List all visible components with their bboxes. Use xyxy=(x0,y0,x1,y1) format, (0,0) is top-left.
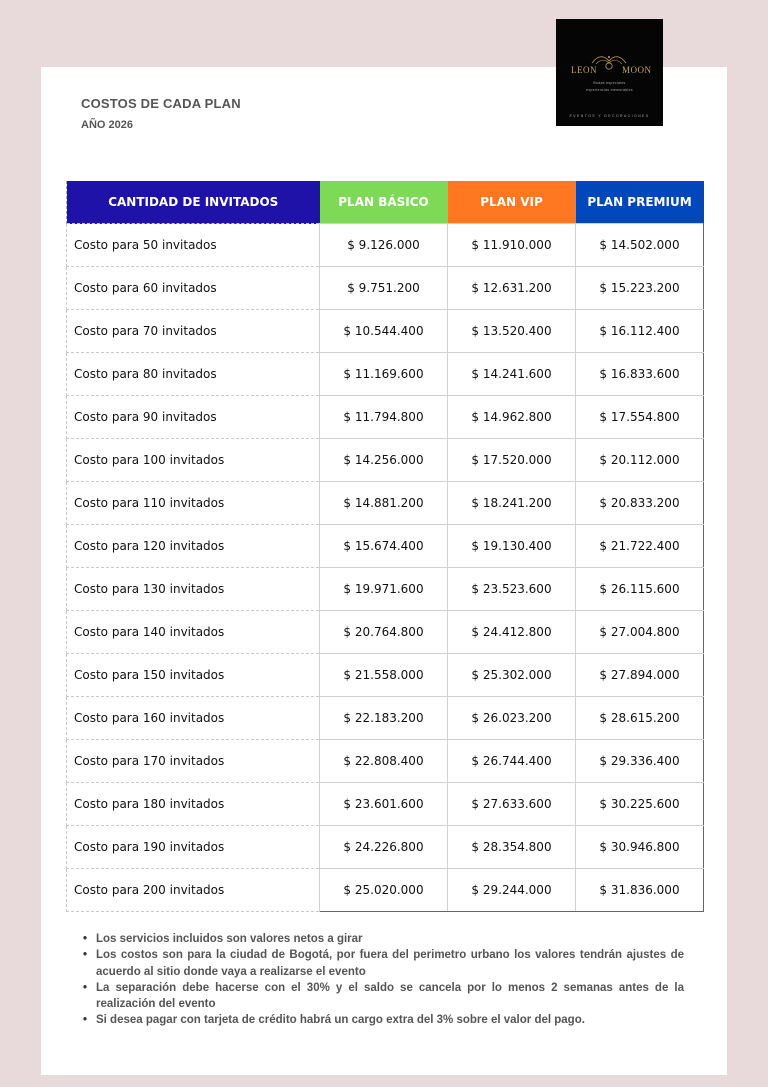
price-premium: $ 30.225.600 xyxy=(576,783,704,826)
row-label: Costo para 130 invitados xyxy=(67,568,320,611)
price-basico: $ 19.971.600 xyxy=(320,568,448,611)
price-premium: $ 20.833.200 xyxy=(576,482,704,525)
price-basico: $ 9.126.000 xyxy=(320,224,448,267)
price-premium: $ 20.112.000 xyxy=(576,439,704,482)
price-basico: $ 25.020.000 xyxy=(320,869,448,912)
row-label: Costo para 180 invitados xyxy=(67,783,320,826)
price-vip: $ 23.523.600 xyxy=(448,568,576,611)
row-label: Costo para 170 invitados xyxy=(67,740,320,783)
price-basico: $ 15.674.400 xyxy=(320,525,448,568)
price-premium: $ 14.502.000 xyxy=(576,224,704,267)
logo-tagline-1: Bodas especiales xyxy=(593,81,626,85)
price-vip: $ 13.520.400 xyxy=(448,310,576,353)
note-text: La separación debe hacerse con el 30% y el saldo se cancela por lo menos 2 semanas antes de la realización del evento xyxy=(96,981,684,1011)
price-basico: $ 11.794.800 xyxy=(320,396,448,439)
table-row xyxy=(67,439,704,482)
price-basico: $ 20.764.800 xyxy=(320,611,448,654)
list-item xyxy=(83,980,684,1013)
price-premium: $ 27.894.000 xyxy=(576,654,704,697)
price-basico: $ 14.881.200 xyxy=(320,482,448,525)
price-premium: $ 28.615.200 xyxy=(576,697,704,740)
table-row xyxy=(67,611,704,654)
price-premium: $ 26.115.600 xyxy=(576,568,704,611)
bullet-icon: • xyxy=(83,949,88,962)
note-text: Los costos son para la ciudad de Bogotá, por fuera del perimetro urbano los valores tendrán ajustes de acuerdo al sitio donde vaya a realizarse el evento xyxy=(96,949,684,978)
price-vip: $ 12.631.200 xyxy=(448,267,576,310)
table-row xyxy=(67,353,704,396)
price-vip: $ 26.023.200 xyxy=(448,697,576,740)
price-basico: $ 22.808.400 xyxy=(320,740,448,783)
row-label: Costo para 50 invitados xyxy=(67,224,320,267)
price-premium: $ 21.722.400 xyxy=(576,525,704,568)
table-row xyxy=(67,482,704,525)
logo-brand-right: MOON xyxy=(622,65,652,75)
price-basico: $ 14.256.000 xyxy=(320,439,448,482)
price-basico: $ 9.751.200 xyxy=(320,267,448,310)
price-basico: $ 10.544.400 xyxy=(320,310,448,353)
page-title: COSTOS DE CADA PLAN xyxy=(81,96,241,111)
price-vip: $ 11.910.000 xyxy=(448,224,576,267)
price-basico: $ 21.558.000 xyxy=(320,654,448,697)
price-vip: $ 14.241.600 xyxy=(448,353,576,396)
row-label: Costo para 100 invitados xyxy=(67,439,320,482)
bullet-icon: • xyxy=(83,1014,88,1027)
price-vip: $ 18.241.200 xyxy=(448,482,576,525)
price-premium: $ 27.004.800 xyxy=(576,611,704,654)
row-label: Costo para 150 invitados xyxy=(67,654,320,697)
table-row xyxy=(67,267,704,310)
price-vip: $ 28.354.800 xyxy=(448,826,576,869)
row-label: Costo para 60 invitados xyxy=(67,267,320,310)
row-label: Costo para 80 invitados xyxy=(67,353,320,396)
table-row xyxy=(67,224,704,267)
table-row xyxy=(67,525,704,568)
row-label: Costo para 190 invitados xyxy=(67,826,320,869)
table-row xyxy=(67,783,704,826)
row-label: Costo para 160 invitados xyxy=(67,697,320,740)
price-basico: $ 11.169.600 xyxy=(320,353,448,396)
list-item xyxy=(83,947,684,980)
price-vip: $ 26.744.400 xyxy=(448,740,576,783)
logo-brand-left: LEON xyxy=(571,65,597,75)
price-premium: $ 15.223.200 xyxy=(576,267,704,310)
price-basico: $ 24.226.800 xyxy=(320,826,448,869)
table-row xyxy=(67,396,704,439)
price-premium: $ 17.554.800 xyxy=(576,396,704,439)
row-label: Costo para 70 invitados xyxy=(67,310,320,353)
row-label: Costo para 120 invitados xyxy=(67,525,320,568)
row-label: Costo para 140 invitados xyxy=(67,611,320,654)
note-text: Si desea pagar con tarjeta de crédito habrá un cargo extra del 3% sobre el valor del pago. xyxy=(96,1014,585,1027)
note-text: Los servicios incluidos son valores netos a girar xyxy=(96,933,363,945)
price-basico: $ 23.601.600 xyxy=(320,783,448,826)
page-subtitle-year: AÑO 2026 xyxy=(81,119,133,131)
price-premium: $ 31.836.000 xyxy=(576,869,704,912)
bullet-icon: • xyxy=(83,933,88,945)
table-row xyxy=(67,826,704,869)
table-header-row xyxy=(67,181,704,224)
logo-tagline-2: experiencias memorables xyxy=(586,88,633,92)
table-row xyxy=(67,568,704,611)
list-item xyxy=(83,1012,684,1028)
table-row xyxy=(67,654,704,697)
row-label: Costo para 200 invitados xyxy=(67,869,320,912)
notes-list xyxy=(83,931,684,1029)
price-vip: $ 14.962.800 xyxy=(448,396,576,439)
price-basico: $ 22.183.200 xyxy=(320,697,448,740)
list-item xyxy=(83,931,684,947)
price-table xyxy=(66,181,704,912)
price-vip: $ 24.412.800 xyxy=(448,611,576,654)
price-vip: $ 25.302.000 xyxy=(448,654,576,697)
table-row xyxy=(67,310,704,353)
header-guests: CANTIDAD DE INVITADOS xyxy=(67,181,320,224)
bullet-icon: • xyxy=(83,981,88,994)
price-vip: $ 17.520.000 xyxy=(448,439,576,482)
table-row xyxy=(67,697,704,740)
price-premium: $ 16.112.400 xyxy=(576,310,704,353)
price-vip: $ 27.633.600 xyxy=(448,783,576,826)
header-plan-premium: PLAN PREMIUM xyxy=(576,181,704,224)
price-vip: $ 29.244.000 xyxy=(448,869,576,912)
row-label: Costo para 90 invitados xyxy=(67,396,320,439)
price-premium: $ 16.833.600 xyxy=(576,353,704,396)
table-row xyxy=(67,869,704,912)
price-premium: $ 29.336.400 xyxy=(576,740,704,783)
header-plan-vip: PLAN VIP xyxy=(448,181,576,224)
price-premium: $ 30.946.800 xyxy=(576,826,704,869)
header-plan-basico: PLAN BÁSICO xyxy=(320,181,448,224)
price-vip: $ 19.130.400 xyxy=(448,525,576,568)
leon-moon-logo xyxy=(556,19,663,126)
logo-footer: EVENTOS Y DECORACIONES xyxy=(569,114,650,118)
table-row xyxy=(67,740,704,783)
row-label: Costo para 110 invitados xyxy=(67,482,320,525)
